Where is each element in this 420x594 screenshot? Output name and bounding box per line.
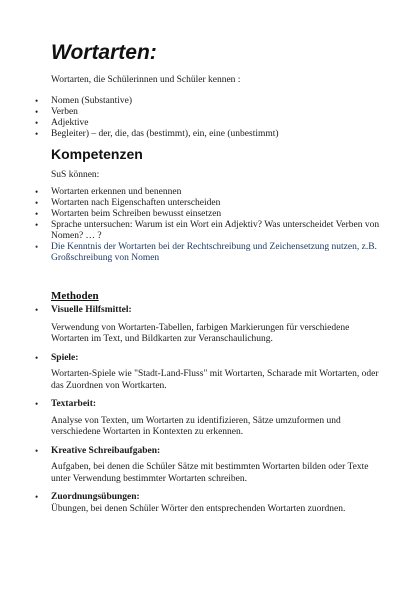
list-item: • Die Kenntnis der Wortarten bei der Rechtschreibung und Zeichensetzung nutzen, z.B. Großschreibung von Nomen bbox=[51, 242, 381, 264]
list-item: • Adjektive bbox=[51, 118, 381, 129]
method-item bbox=[51, 492, 381, 515]
method-title: • Textarbeit: bbox=[51, 399, 97, 409]
method-title: • Spiele: bbox=[51, 352, 79, 363]
method-description: Analyse von Texten, um Wortarten zu identifizieren, Sätze umzuformen und verschiedene Wortarten in Kontexten zu erkennen. bbox=[51, 415, 341, 437]
page-title: Wortarten: bbox=[51, 41, 157, 64]
methoden-list bbox=[51, 305, 381, 515]
method-item bbox=[51, 446, 381, 486]
method-title: • Visuelle Hilfsmittel: bbox=[51, 305, 132, 315]
list-item: • Begleiter) – der, die, das (bestimmt), ein, eine (unbestimmt) bbox=[51, 129, 381, 140]
method-description: Aufgaben, bei denen die Schüler Sätze mit bestimmten Wortarten bilden oder Texte unter Verwendung bestimmter Wortarten schreiben. bbox=[51, 462, 369, 484]
methoden-heading: Methoden bbox=[51, 290, 99, 302]
method-description: Übungen, bei denen Schüler Wörter den entsprechenden Wortarten zuordnen. bbox=[51, 503, 346, 514]
intro-text: Wortarten, die Schülerinnen und Schüler kennen : bbox=[51, 75, 241, 85]
list-item: • Nomen (Substantive) bbox=[51, 96, 381, 107]
list-item: • Wortarten beim Schreiben bewusst einsetzen bbox=[51, 209, 381, 220]
method-title: • Zuordnungsübungen: bbox=[51, 492, 140, 502]
sus-label: SuS können: bbox=[51, 170, 100, 180]
wortarten-list bbox=[51, 96, 381, 140]
list-item: • Wortarten erkennen und benennen bbox=[51, 187, 381, 198]
method-item bbox=[51, 305, 381, 346]
method-title: • Kreative Schreibaufgaben: bbox=[51, 445, 161, 456]
method-description: Wortarten-Spiele wie "Stadt-Land-Fluss" mit Wortarten, Scharade mit Wortarten, oder das Zuordnen von Wortkarten. bbox=[51, 369, 379, 391]
list-item: • Sprache untersuchen: Warum ist ein Wort ein Adjektiv? Was unterscheidet Verben von Nomen? … ? bbox=[51, 220, 381, 242]
list-item: • Wortarten nach Eigenschaften unterscheiden bbox=[51, 198, 381, 209]
method-item bbox=[51, 399, 381, 439]
method-description: Verwendung von Wortarten-Tabellen, farbigen Markierungen für verschiedene Wortarten im Text, und Bildkarten zur Veranschaulichung. bbox=[51, 322, 350, 344]
list-item: • Verben bbox=[51, 107, 381, 118]
kompetenzen-list bbox=[51, 187, 381, 264]
kompetenzen-heading: Kompetenzen bbox=[51, 146, 143, 162]
method-item bbox=[51, 353, 381, 393]
